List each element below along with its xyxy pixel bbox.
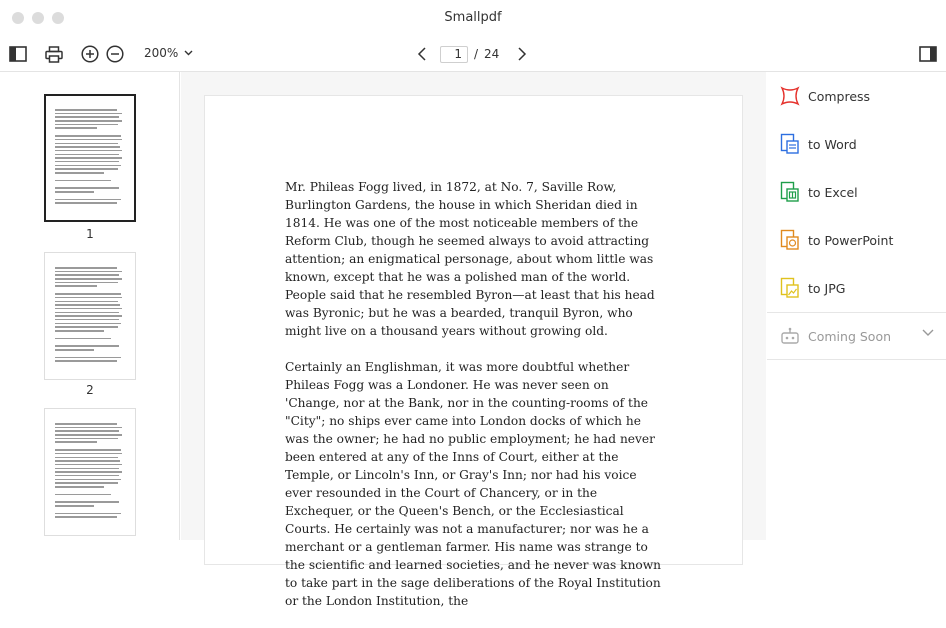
previous-page-button[interactable] [410,42,434,66]
chevron-right-icon [518,47,526,61]
to-word-tool-button[interactable] [767,120,946,168]
to-powerpoint-tool-button[interactable] [767,216,946,264]
zoom-out-button[interactable] [103,42,127,66]
coming-soon-label: Coming Soon [808,328,892,344]
tool-label: to JPG [808,280,846,296]
compress-tool-button[interactable] [767,72,946,120]
print-button[interactable] [42,42,66,66]
tool-label: to PowerPoint [808,232,894,248]
minus-circle-icon [106,45,124,63]
page-number-input[interactable] [440,46,468,63]
tool-label: Compress [808,88,871,104]
total-pages: 24 [484,47,500,61]
excel-icon [780,181,800,203]
page-thumbnail-2[interactable] [44,252,136,380]
thumbnail-page-number: 2 [86,383,94,397]
toggle-tools-panel-button[interactable] [916,42,940,66]
document-page [204,95,743,608]
zoom-dropdown[interactable] [144,46,193,60]
title-bar [0,0,946,36]
toggle-sidebar-button[interactable] [6,42,30,66]
paragraph: Certainly an Englishman, it was more doubtful whether Phileas Fogg was a Londoner. He was never seen on 'Change, nor at the Bank, nor in the counting-rooms of the "City"; no ships ever came into London docks of which he was the owner; he had no public employment; he had never been entered at any of the Inns of Court, either at the Temple, or Lincoln's Inn, or Gray's Inn; nor had his voice ever resounded in the Court of Chancery, or in the Exchequer, or the Queen's Bench, or the Ecclesiastical Courts. He certainly was not a manufacturer; nor was he a merchant or a gentleman farmer. His name was strange to the scientific and learned societies, and he never was known to take part in the sage deliberations of the Royal Institution or the London Institution, the [285,360,662,608]
page-separator: / [474,47,479,61]
thumbnail-page-number: 1 [86,227,94,241]
tool-label: to Excel [808,184,858,200]
printer-icon [45,46,63,63]
chevron-left-icon [418,47,426,61]
zoom-in-button[interactable] [78,42,102,66]
page-navigator [440,42,499,66]
page-thumbnail-1[interactable] [44,94,136,222]
paragraph: Mr. Phileas Fogg lived, in 1872, at No. 7, Saville Row, Burlington Gardens, the house in which Sheridan died in 1814. He was one of the most noticeable members of the Reform Club, though he seemed always to avoid attracting attention; an enigmatical personage, about whom little was known, except that he was a polished man of the world. People said that he resembled Byron—at least that his head was Byronic; but he was a bearded, tranquil Byron, who might live on a thousand years without growing old. [285,180,655,338]
to-jpg-tool-button[interactable] [767,264,946,312]
sidebar-left-icon [9,46,27,62]
sidebar-right-icon [919,46,937,62]
chevron-down-icon [922,329,934,337]
tool-label: to Word [808,136,857,152]
plus-circle-icon [81,45,99,63]
jpg-icon [780,277,800,299]
compress-icon [780,85,800,107]
chevron-down-icon [184,50,193,56]
robot-icon [780,325,800,347]
zoom-level: 200% [144,46,179,60]
word-icon [780,133,800,155]
document-viewer[interactable] [181,72,766,608]
window-title: Smallpdf [444,10,502,25]
to-excel-tool-button[interactable] [767,168,946,216]
next-page-button[interactable] [510,42,534,66]
page-text [285,178,665,628]
tools-panel [767,72,946,540]
coming-soon-section[interactable] [767,312,946,360]
toolbar [0,36,946,72]
page-thumbnail-3[interactable] [44,408,136,536]
thumbnail-panel [0,72,180,540]
powerpoint-icon [780,229,800,251]
